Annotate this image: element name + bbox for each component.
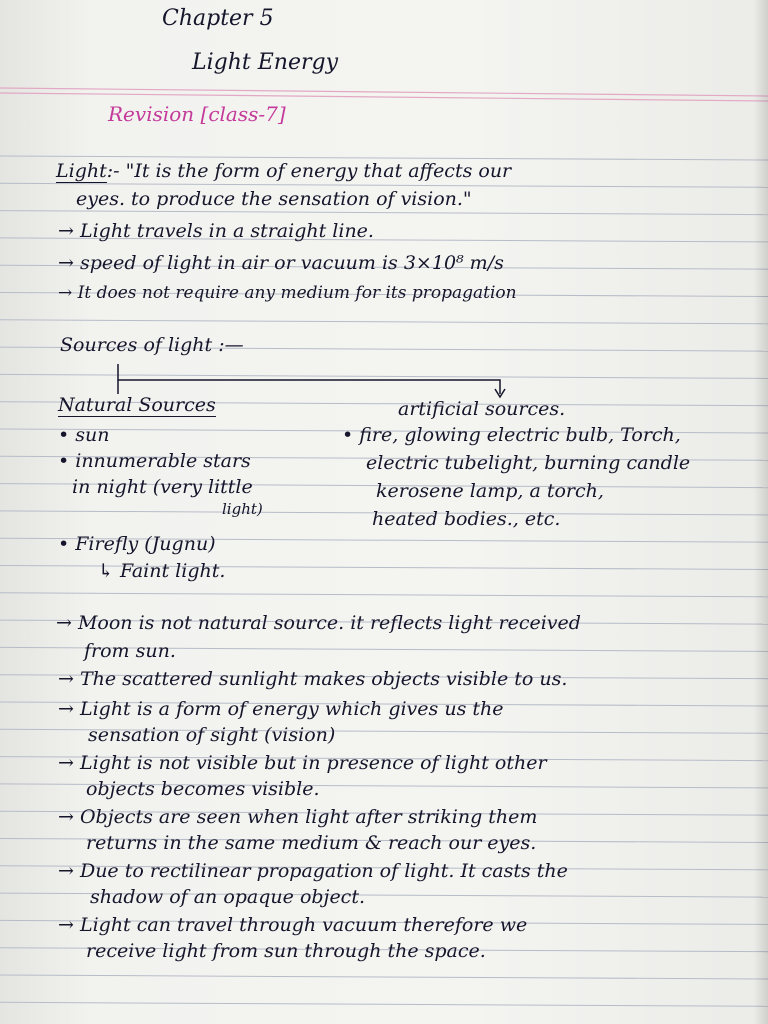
note-line: → Light is a form of energy which gives us the <box>58 698 504 720</box>
note-line: → Objects are seen when light after striking them <box>58 806 538 828</box>
definition-line-2: eyes. to produce the sensation of vision." <box>76 188 472 210</box>
sources-heading: Sources of light :— <box>60 334 244 356</box>
revision-label: Revision [class-7] <box>108 102 286 126</box>
note-line: → Light is not visible but in presence of light other <box>58 752 547 774</box>
note-line: sensation of sight (vision) <box>88 724 336 746</box>
natural-sources-heading: Natural Sources <box>58 394 216 416</box>
note-line: → Due to rectilinear propagation of light. It casts the <box>58 860 568 882</box>
definition-text-1: :- "It is the form of energy that affects our <box>106 160 512 182</box>
note-line: receive light from sun through the space. <box>86 940 486 962</box>
topic-title: Light Energy <box>192 50 339 75</box>
note-line: returns in the same medium & reach our eyes. <box>86 832 537 854</box>
note-line: objects becomes visible. <box>86 778 320 800</box>
note-line: → Moon is not natural source. it reflects light received <box>56 612 581 634</box>
chapter-title: Chapter 5 <box>162 6 274 31</box>
artificial-source-item: • fire, glowing electric bulb, Torch, <box>342 424 681 446</box>
natural-source-item: • Firefly (Jugnu) <box>58 533 216 555</box>
artificial-source-item: kerosene lamp, a torch, <box>376 480 604 502</box>
artificial-source-item: electric tubelight, burning candle <box>366 452 691 474</box>
note-line: shadow of an opaque object. <box>90 886 365 908</box>
natural-source-item: • sun <box>58 424 110 446</box>
natural-source-item: ↳ Faint light. <box>98 560 226 582</box>
note-line: → The scattered sunlight makes objects visible to us. <box>58 668 568 690</box>
page-edge-shadow <box>754 0 768 1024</box>
natural-source-item: • innumerable stars <box>58 450 251 472</box>
note-line: from sun. <box>84 640 176 662</box>
definition-term: Light <box>56 160 107 182</box>
artificial-sources-heading: artificial sources. <box>398 398 566 420</box>
fact-line: → speed of light in air or vacuum is 3×10⁸ m/s <box>58 252 504 274</box>
fact-line: → Light travels in a straight line. <box>58 220 374 242</box>
natural-source-item: in night (very little <box>72 476 253 498</box>
fact-line: → It does not require any medium for its propagation <box>58 283 517 303</box>
artificial-source-item: heated bodies., etc. <box>372 508 561 530</box>
natural-source-item: light) <box>222 500 263 518</box>
note-line: → Light can travel through vacuum therefore we <box>58 914 528 936</box>
